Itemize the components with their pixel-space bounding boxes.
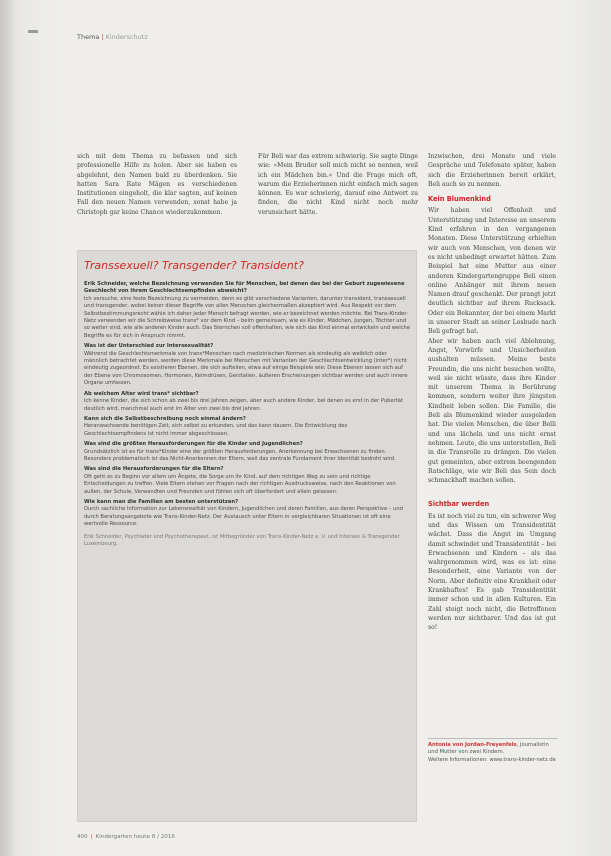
interview-question-5: Was sind die Herausforderungen für die Eltern? [84,466,224,473]
interview-answer-2: Ich kenne Kinder, die sich schon ab zwei bis drei Jahren zeigen, aber auch andere Kinder, bei denen es erst in der Pubertät deutlich wird, manchmal auch erst im Alter von zwei bis drei Jahren. [84,398,403,412]
interview-question-2: Ab welchem Alter wird trans* sichtbar? [84,390,199,397]
column-1 [77,152,237,217]
interview-question-3: Kann sich die Selbstbeschreibung noch einmal ändern? [84,415,246,422]
interview-answer-3: Heranwachsende benötigen Zeit, sich selbst zu erkunden, und das kann dauern. Die Entwicklung des Geschlechtsempfindens ist nicht immer abgeschlossen. [84,423,348,437]
interview-answer-4: Grundsätzlich ist es für trans*Kinder eine der größten Herausforderungen, Anerkennung bei Erwachsenen zu finden. Besonders problematisch ist das Nicht-Anerkennen der Eltern, weil das zentrale Fundament ihrer Identität bedroht wird. [84,448,396,462]
interview-intro-question: Erik Schneider, welche Bezeichnung verwenden Sie für Menschen, bei denen das bei der Geburt zugewiesene Geschlecht von ihrem Geschlechtsempfinden abweicht? [84,281,405,295]
interview-question-1: Was ist der Unterschied zur Intersexualität? [84,343,214,350]
footer-magazine: Kindergarten heute [95,834,150,840]
author-link: Weitere Informationen: www.trans-kinder-netz.de [428,756,556,763]
section-heading-blumenkind: Kein Blumenkind [428,195,491,204]
page-footer [77,834,175,840]
header-separator: | [101,33,104,41]
sec1-paragraph-2: Aber wir haben auch viel Ablehnung, Angst, Vorwürfe und Unsicherheiten aushalten müssen. Meine beste Freundin, die uns nicht besuchen wollte, weil sie nicht wüsste, dass ihre Kinder mit unserem Thema in Berührung kommen, sondern weiter ihre jüngsten Kindheit leben sollen. Die Familie, die Beli als Blumenkind wieder ausgeladen hat. Die vielen Menschen, die über Belli und uns lächeln und uns nicht ernst nehmen. Leute, die uns unterstellen, Beli in die Transrolle zu drängen. Die vielen gut gemeinten, aber extrem beengenden Ratschläge, wie wir Beli das Sein doch schmackhaft machen sollen. [428,337,556,485]
column-3 [428,152,556,633]
col3-intro: Inzwischen, drei Monate und viele Gespräche und Telefonate später, haben sich die Erzieherinnen bereit erklärt, Beli auch so zu nennen. [428,153,556,188]
header-section: Thema [77,33,100,41]
interview-answer-1: Während die Geschlechtsmerkmale von trans*Menschen nach medizinischen Normen als eindeutig als weiblich oder männlich betrachtet werden, werden diese Merkmale bei Menschen mit Varianten der Geschlechtsentwicklung (inter*) nicht eindeutig zugeordnet. Es existieren Ebenen, die sich aufteilen, etwa auf einige Beispiele wie: Diese Ebenen lassen sich auf der Ebene von Chromosomen, Hormonen, Keimdrüsen, Genitalien, äußeren Erscheinungen sichtbar werden und auch innere Organe umfassen. [84,350,408,387]
sec1-paragraph-1: Wir haben viel Offenheit und Unterstützung und Interesse an unserem Kind erfahren in den vergangenen Monaten. Diese Unterstützung erhielten wir auch von Menschen, von denen wir es nicht unbedingt erwartet hätten. Zum Beispiel hat eine Mutter aus einer anderen Kindergartengruppe Beli einen online Anhänger mit ihrem neuen Namen drauf geschenkt. Der prangt jetzt deutlich sichtbar auf ihrem Rucksack. Oder ein Bekannter, der bei einem Markt in unserer Stadt an seiner Losbude nach Beli gefragt hat. [428,207,556,336]
sec2-paragraph-1: Es ist noch viel zu tun, ein schwerer Weg und das Wissen um Transidentität wächst. Dass die Angst im Umgang damit schwindet und Transidentität – bei Erwachsenen und Kindern – als das wahrgenommen wird, was es ist: eine Besonderheit, eine Variante von der Norm. Aber definitiv eine Krankheit oder Krankhaftes! Es gab Transidentität immer schon und in allen Kulturen. Ein Zahl steigt noch nicht, die Betroffenen werden nur sichtbarer. Und das ist gut so! [428,512,556,632]
footer-page-number: 400 [77,834,88,840]
footer-issue: 8 / 2016 [151,834,175,840]
column-2 [258,152,418,217]
running-header [77,33,148,41]
interview-box [77,250,417,822]
header-subsection: Kinderschutz [105,33,148,41]
author-info: Antonia von Jordan-Freyenfels, Journalistin und Mutter von zwei Kindern. Weitere Informationen: www.trans-kinder-netz.de [428,738,558,764]
interview-box-title: Transsexuell? Transgender? Transident? [84,259,304,272]
interview-answer-6: Durch sachliche Information zur Lebensrealität von Kindern, Jugendlichen und deren Familien, aus deren Perspektive – und durch Beratungsangebote wie Trans-Kinder-Netz. Der Austausch unter Eltern in vergleichbaren Situationen ist oft eine wertvolle Ressource. [84,506,403,528]
page-edge-mark [28,30,38,33]
interview-box-body [84,278,410,548]
col1-paragraph: sich mit dem Thema zu befassen und sich professionelle Hilfe zu holen. Aber sie haben es abgelehnt, den Namen bald zu überdenken. Sie hatten Sara Rate Mägen es verschiedenen Institutionen eingeholt, die klar sagten, auf keinen Fall den neuen Namen verwenden, sonst habe ja Christoph gar keine Chance wiederzukommen. [77,153,237,216]
interview-note: Erik Schneider, Psychiater und Psychotherapeut, ist Mitbegründer von Trans-Kinder-Netz e. V. und Intersex & Transgender Luxembourg. [84,533,400,547]
author-name: Antonia von Jordan-Freyenfels [428,742,517,748]
interview-intro-answer: Ich versuche, eine feste Bezeichnung zu vermeiden, denn es gibt verschiedene Varianten, darunter transident, transsexuell und transgender, wobei keiner dieser Begriffe von allen Menschen gleichermaßen akzeptiert wird. Aus Respekt vor dem Selbstbestimmungsrecht wähle ich daher jeder Mensch befragt werden, wie er bezeichnet werden möchte. Bei Trans-Kinder-Netz verwenden wir die Schreibweise trans* vor dem Kind – beim gemeinsam, wie es Kinder, Mädchen, Jungen, Töchter und so weiter sind, wie alle anderen Kinder auch. Das Sternchen soll offenhalten, wie sich das Kind einmal entwickeln und welche Begriffe es für sich in Anspruch nimmt. [84,295,411,339]
interview-answer-5: Oft geht es zu Beginn vor allem um Ängste, die Sorge um ihr Kind, auf dem richtigen Weg zu sein und richtige Entscheidungen zu treffen. Viele Eltern stehen vor Fragen nach der richtigen Ausdrucksweise, nach den Reaktionen von außen, der Schule, Verwandten und Freunden und fühlen sich oft überfordert und allein gelassen. [84,473,396,495]
col2-paragraph: Für Beli war das extrem schwierig. Sie sagte Dinge wie: »Mein Bruder soll mich nicht so nennen, weil ich ein Mädchen bin.« Und die Frage mich oft, warum die Erzieherinnen nicht einfach mich sagen können. Es war schwierig, darauf eine Antwort zu finden, die nicht Kind nicht noch mehr verunsichert hätte. [258,153,418,216]
author-role: Journalistin und Mutter von zwei Kindern. [428,742,549,756]
interview-question-6: Wie kann man die Familien am besten unterstützen? [84,498,239,505]
section-heading-sichtbar: Sichtbar werden [428,500,490,509]
interview-question-4: Was sind die größten Herausforderungen für die Kinder und Jugendlichen? [84,441,303,448]
footer-separator: | [90,834,93,840]
